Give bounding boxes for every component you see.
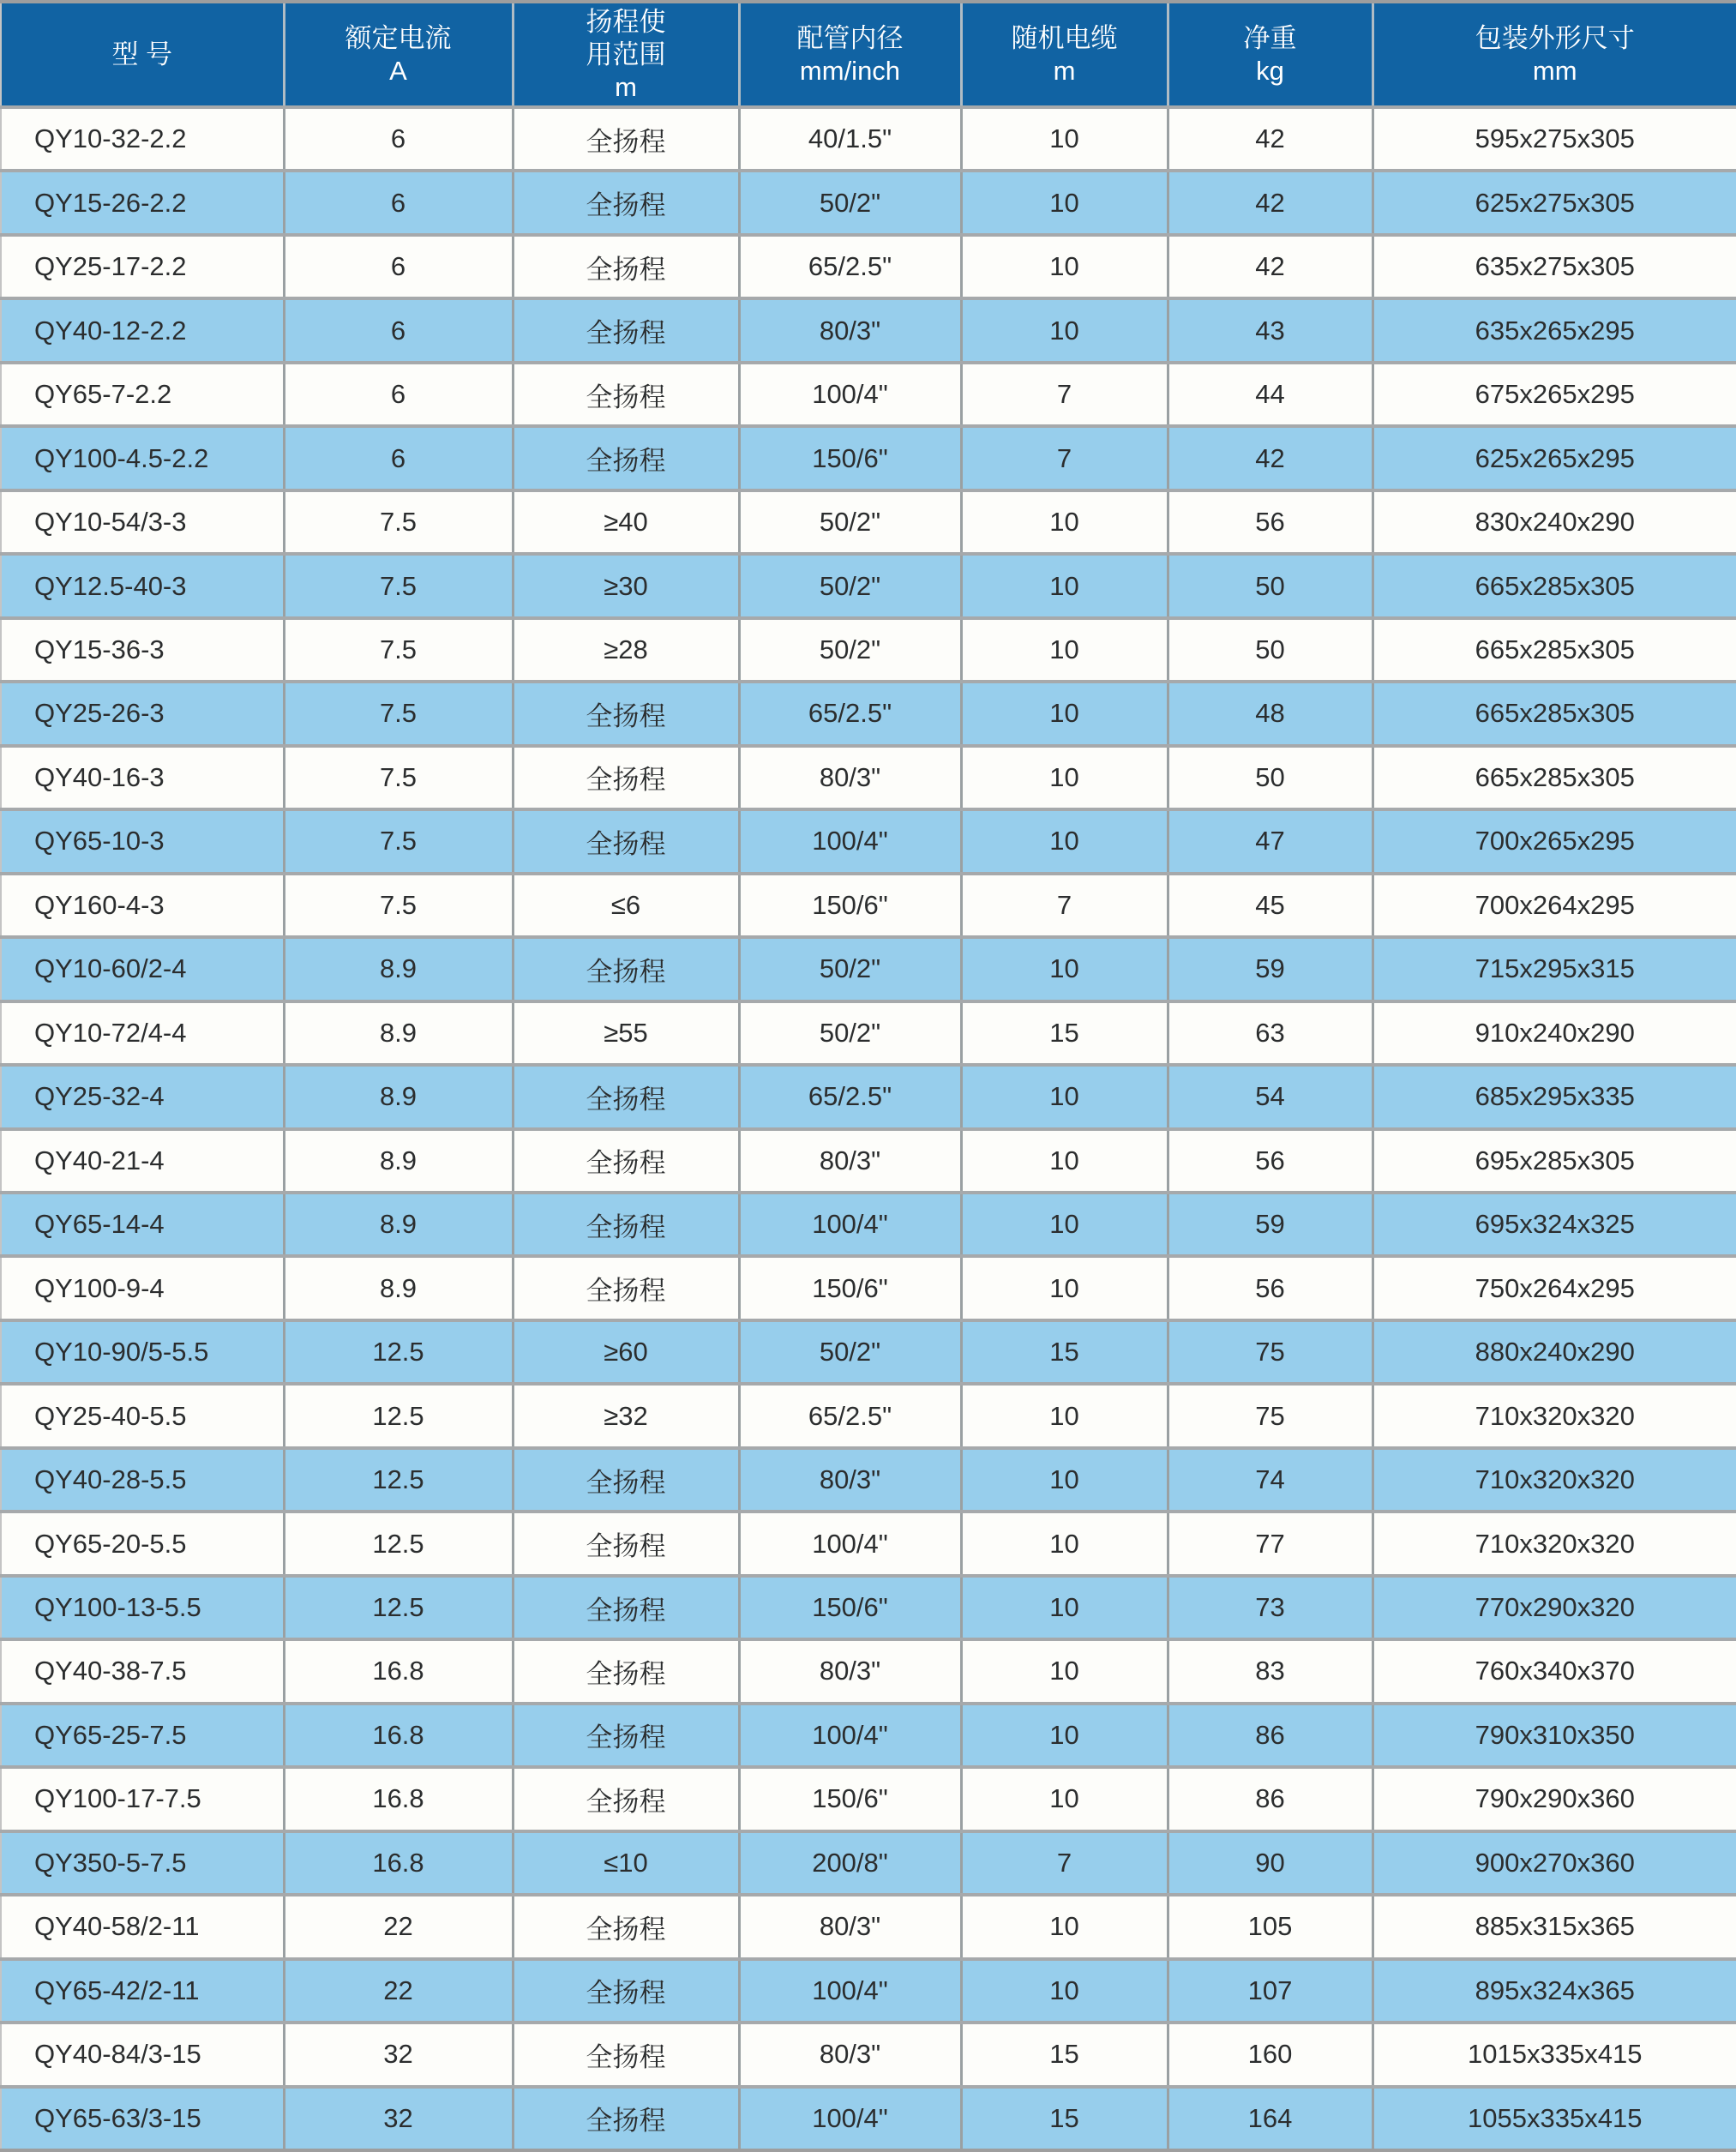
cell-pipe-diameter: 50/2" (739, 937, 961, 1001)
cell-model: QY25-32-4 (1, 1065, 284, 1128)
cell-cable-length: 10 (961, 682, 1168, 745)
cell-cable-length: 10 (961, 1512, 1168, 1575)
cell-pipe-diameter: 65/2.5" (739, 235, 961, 298)
cell-net-weight: 43 (1168, 298, 1373, 362)
cell-package-size: 830x240x290 (1373, 490, 1736, 554)
table-row (1, 1831, 1736, 1895)
cell-model: QY10-72/4-4 (1, 1001, 284, 1065)
cell-net-weight: 42 (1168, 107, 1373, 171)
cell-rated-current: 16.8 (284, 1639, 513, 1703)
cell-head-range: 全扬程 (513, 746, 739, 809)
cell-package-size: 790x310x350 (1373, 1704, 1736, 1767)
header-row (1, 2, 1736, 107)
cell-package-size: 710x320x320 (1373, 1384, 1736, 1447)
cell-rated-current: 8.9 (284, 1129, 513, 1193)
cell-head-range: 全扬程 (513, 809, 739, 873)
cell-cable-length: 10 (961, 1767, 1168, 1830)
cell-model: QY15-26-2.2 (1, 171, 284, 234)
cell-pipe-diameter: 65/2.5" (739, 1384, 961, 1447)
cell-model: QY25-26-3 (1, 682, 284, 745)
cell-pipe-diameter: 65/2.5" (739, 682, 961, 745)
cell-pipe-diameter: 150/6" (739, 1256, 961, 1319)
cell-model: QY100-13-5.5 (1, 1576, 284, 1639)
cell-model: QY10-90/5-5.5 (1, 1320, 284, 1384)
cell-package-size: 665x285x305 (1373, 682, 1736, 745)
table-row (1, 1129, 1736, 1193)
cell-cable-length: 10 (961, 298, 1168, 362)
cell-net-weight: 160 (1168, 2023, 1373, 2086)
cell-rated-current: 6 (284, 171, 513, 234)
cell-cable-length: 7 (961, 363, 1168, 426)
cell-rated-current: 32 (284, 2023, 513, 2086)
cell-head-range: 全扬程 (513, 171, 739, 234)
cell-net-weight: 86 (1168, 1704, 1373, 1767)
table-row (1, 874, 1736, 937)
cell-package-size: 700x264x295 (1373, 874, 1736, 937)
cell-net-weight: 50 (1168, 554, 1373, 617)
cell-cable-length: 15 (961, 1320, 1168, 1384)
cell-pipe-diameter: 40/1.5" (739, 107, 961, 171)
cell-model: QY12.5-40-3 (1, 554, 284, 617)
cell-rated-current: 6 (284, 363, 513, 426)
column-header-net-weight: 净重 kg (1168, 2, 1373, 107)
cell-pipe-diameter: 100/4" (739, 809, 961, 873)
cell-package-size: 625x275x305 (1373, 171, 1736, 234)
cell-head-range: ≤6 (513, 874, 739, 937)
cell-cable-length: 10 (961, 746, 1168, 809)
table-row (1, 1065, 1736, 1128)
cell-net-weight: 42 (1168, 171, 1373, 234)
cell-pipe-diameter: 50/2" (739, 1001, 961, 1065)
cell-pipe-diameter: 150/6" (739, 426, 961, 490)
cell-head-range: ≥32 (513, 1384, 739, 1447)
cell-package-size: 750x264x295 (1373, 1256, 1736, 1319)
cell-rated-current: 8.9 (284, 1193, 513, 1256)
table-row (1, 298, 1736, 362)
cell-rated-current: 16.8 (284, 1831, 513, 1895)
cell-net-weight: 107 (1168, 1959, 1373, 2023)
cell-net-weight: 74 (1168, 1448, 1373, 1512)
cell-net-weight: 56 (1168, 490, 1373, 554)
cell-model: QY40-12-2.2 (1, 298, 284, 362)
cell-model: QY10-54/3-3 (1, 490, 284, 554)
cell-rated-current: 12.5 (284, 1576, 513, 1639)
cell-cable-length: 10 (961, 1384, 1168, 1447)
cell-package-size: 895x324x365 (1373, 1959, 1736, 2023)
table-row (1, 1767, 1736, 1830)
cell-pipe-diameter: 65/2.5" (739, 1065, 961, 1128)
cell-rated-current: 12.5 (284, 1320, 513, 1384)
cell-rated-current: 16.8 (284, 1704, 513, 1767)
cell-pipe-diameter: 80/3" (739, 1639, 961, 1703)
cell-head-range: 全扬程 (513, 682, 739, 745)
cell-pipe-diameter: 100/4" (739, 1704, 961, 1767)
cell-net-weight: 59 (1168, 937, 1373, 1001)
cell-model: QY160-4-3 (1, 874, 284, 937)
cell-head-range: 全扬程 (513, 1576, 739, 1639)
cell-model: QY65-25-7.5 (1, 1704, 284, 1767)
column-header-package-size: 包装外形尺寸 mm (1373, 2, 1736, 107)
cell-rated-current: 22 (284, 1895, 513, 1958)
cell-cable-length: 10 (961, 1959, 1168, 2023)
cell-head-range: ≥60 (513, 1320, 739, 1384)
cell-net-weight: 63 (1168, 1001, 1373, 1065)
cell-head-range: 全扬程 (513, 1512, 739, 1575)
column-header-rated-current: 额定电流 A (284, 2, 513, 107)
cell-cable-length: 10 (961, 107, 1168, 171)
cell-net-weight: 42 (1168, 426, 1373, 490)
table-row (1, 363, 1736, 426)
cell-model: QY100-4.5-2.2 (1, 426, 284, 490)
cell-pipe-diameter: 150/6" (739, 1767, 961, 1830)
column-header-cable-length: 随机电缆 m (961, 2, 1168, 107)
cell-package-size: 695x285x305 (1373, 1129, 1736, 1193)
cell-cable-length: 10 (961, 1576, 1168, 1639)
cell-model: QY10-32-2.2 (1, 107, 284, 171)
cell-net-weight: 90 (1168, 1831, 1373, 1895)
table-row (1, 1001, 1736, 1065)
cell-head-range: 全扬程 (513, 1895, 739, 1958)
cell-head-range: 全扬程 (513, 235, 739, 298)
cell-model: QY25-17-2.2 (1, 235, 284, 298)
cell-net-weight: 42 (1168, 235, 1373, 298)
table-row (1, 1384, 1736, 1447)
cell-pipe-diameter: 100/4" (739, 363, 961, 426)
cell-model: QY40-38-7.5 (1, 1639, 284, 1703)
cell-model: QY40-16-3 (1, 746, 284, 809)
cell-package-size: 910x240x290 (1373, 1001, 1736, 1065)
cell-pipe-diameter: 80/3" (739, 746, 961, 809)
cell-model: QY40-84/3-15 (1, 2023, 284, 2086)
cell-cable-length: 10 (961, 1895, 1168, 1958)
cell-head-range: 全扬程 (513, 363, 739, 426)
cell-rated-current: 6 (284, 426, 513, 490)
cell-package-size: 675x265x295 (1373, 363, 1736, 426)
cell-pipe-diameter: 80/3" (739, 1448, 961, 1512)
table-row (1, 1959, 1736, 2023)
cell-cable-length: 10 (961, 937, 1168, 1001)
cell-head-range: 全扬程 (513, 298, 739, 362)
cell-head-range: ≥30 (513, 554, 739, 617)
cell-pipe-diameter: 80/3" (739, 1895, 961, 1958)
table-row (1, 937, 1736, 1001)
cell-head-range: 全扬程 (513, 1129, 739, 1193)
cell-net-weight: 45 (1168, 874, 1373, 937)
cell-cable-length: 7 (961, 874, 1168, 937)
table-row (1, 235, 1736, 298)
cell-net-weight: 83 (1168, 1639, 1373, 1703)
cell-package-size: 790x290x360 (1373, 1767, 1736, 1830)
cell-package-size: 665x285x305 (1373, 554, 1736, 617)
cell-package-size: 710x320x320 (1373, 1512, 1736, 1575)
cell-head-range: ≥40 (513, 490, 739, 554)
column-header-head-range: 扬程使 用范围 m (513, 2, 739, 107)
cell-rated-current: 22 (284, 1959, 513, 2023)
cell-rated-current: 7.5 (284, 746, 513, 809)
table-row (1, 809, 1736, 873)
cell-pipe-diameter: 100/4" (739, 1512, 961, 1575)
cell-net-weight: 44 (1168, 363, 1373, 426)
cell-rated-current: 6 (284, 235, 513, 298)
cell-rated-current: 8.9 (284, 937, 513, 1001)
cell-rated-current: 6 (284, 298, 513, 362)
table-row (1, 1895, 1736, 1958)
cell-net-weight: 56 (1168, 1129, 1373, 1193)
table-row (1, 2087, 1736, 2150)
cell-rated-current: 12.5 (284, 1448, 513, 1512)
cell-cable-length: 7 (961, 426, 1168, 490)
cell-pipe-diameter: 50/2" (739, 171, 961, 234)
cell-head-range: 全扬程 (513, 2023, 739, 2086)
cell-cable-length: 10 (961, 809, 1168, 873)
cell-pipe-diameter: 100/4" (739, 1959, 961, 2023)
cell-cable-length: 10 (961, 1448, 1168, 1512)
table-row (1, 682, 1736, 745)
table-body (1, 107, 1736, 2150)
cell-rated-current: 7.5 (284, 874, 513, 937)
table-row (1, 746, 1736, 809)
cell-cable-length: 10 (961, 1704, 1168, 1767)
cell-model: QY350-5-7.5 (1, 1831, 284, 1895)
cell-cable-length: 10 (961, 554, 1168, 617)
cell-head-range: 全扬程 (513, 1767, 739, 1830)
cell-net-weight: 47 (1168, 809, 1373, 873)
cell-head-range: 全扬程 (513, 2087, 739, 2150)
table-row (1, 1639, 1736, 1703)
cell-model: QY65-14-4 (1, 1193, 284, 1256)
cell-net-weight: 75 (1168, 1384, 1373, 1447)
cell-head-range: 全扬程 (513, 937, 739, 1001)
cell-package-size: 900x270x360 (1373, 1831, 1736, 1895)
cell-net-weight: 75 (1168, 1320, 1373, 1384)
cell-net-weight: 59 (1168, 1193, 1373, 1256)
cell-cable-length: 7 (961, 1831, 1168, 1895)
cell-model: QY65-63/3-15 (1, 2087, 284, 2150)
cell-cable-length: 15 (961, 2023, 1168, 2086)
cell-cable-length: 10 (961, 1639, 1168, 1703)
cell-net-weight: 48 (1168, 682, 1373, 745)
cell-package-size: 760x340x370 (1373, 1639, 1736, 1703)
cell-net-weight: 105 (1168, 1895, 1373, 1958)
table-row (1, 1256, 1736, 1319)
cell-rated-current: 8.9 (284, 1065, 513, 1128)
cell-pipe-diameter: 150/6" (739, 1576, 961, 1639)
cell-cable-length: 15 (961, 2087, 1168, 2150)
cell-cable-length: 10 (961, 1129, 1168, 1193)
cell-model: QY40-21-4 (1, 1129, 284, 1193)
cell-model: QY10-60/2-4 (1, 937, 284, 1001)
cell-model: QY100-9-4 (1, 1256, 284, 1319)
table-row (1, 171, 1736, 234)
cell-rated-current: 8.9 (284, 1001, 513, 1065)
cell-package-size: 685x295x335 (1373, 1065, 1736, 1128)
cell-net-weight: 73 (1168, 1576, 1373, 1639)
cell-head-range: ≤10 (513, 1831, 739, 1895)
cell-pipe-diameter: 200/8" (739, 1831, 961, 1895)
cell-head-range: 全扬程 (513, 1959, 739, 2023)
table-row (1, 1193, 1736, 1256)
cell-package-size: 880x240x290 (1373, 1320, 1736, 1384)
table-row (1, 490, 1736, 554)
cell-net-weight: 77 (1168, 1512, 1373, 1575)
cell-cable-length: 15 (961, 1001, 1168, 1065)
cell-cable-length: 10 (961, 490, 1168, 554)
cell-model: QY100-17-7.5 (1, 1767, 284, 1830)
cell-rated-current: 7.5 (284, 809, 513, 873)
cell-pipe-diameter: 50/2" (739, 1320, 961, 1384)
cell-net-weight: 50 (1168, 746, 1373, 809)
cell-net-weight: 56 (1168, 1256, 1373, 1319)
cell-pipe-diameter: 80/3" (739, 2023, 961, 2086)
cell-package-size: 770x290x320 (1373, 1576, 1736, 1639)
cell-net-weight: 164 (1168, 2087, 1373, 2150)
table-row (1, 618, 1736, 682)
cell-pipe-diameter: 80/3" (739, 1129, 961, 1193)
cell-cable-length: 10 (961, 618, 1168, 682)
table-row (1, 1704, 1736, 1767)
cell-rated-current: 7.5 (284, 490, 513, 554)
cell-rated-current: 12.5 (284, 1512, 513, 1575)
cell-cable-length: 10 (961, 1065, 1168, 1128)
table-row (1, 554, 1736, 617)
table-row (1, 1512, 1736, 1575)
cell-model: QY15-36-3 (1, 618, 284, 682)
cell-package-size: 595x275x305 (1373, 107, 1736, 171)
cell-head-range: 全扬程 (513, 1639, 739, 1703)
cell-head-range: ≥28 (513, 618, 739, 682)
cell-package-size: 715x295x315 (1373, 937, 1736, 1001)
cell-pipe-diameter: 100/4" (739, 2087, 961, 2150)
cell-net-weight: 50 (1168, 618, 1373, 682)
cell-head-range: 全扬程 (513, 1193, 739, 1256)
table-row (1, 107, 1736, 171)
column-header-pipe-diameter: 配管内径 mm/inch (739, 2, 961, 107)
cell-package-size: 635x265x295 (1373, 298, 1736, 362)
cell-model: QY65-20-5.5 (1, 1512, 284, 1575)
cell-package-size: 635x275x305 (1373, 235, 1736, 298)
cell-net-weight: 86 (1168, 1767, 1373, 1830)
cell-package-size: 625x265x295 (1373, 426, 1736, 490)
cell-package-size: 885x315x365 (1373, 1895, 1736, 1958)
cell-model: QY25-40-5.5 (1, 1384, 284, 1447)
cell-head-range: 全扬程 (513, 1065, 739, 1128)
cell-pipe-diameter: 80/3" (739, 298, 961, 362)
cell-pipe-diameter: 150/6" (739, 874, 961, 937)
table-header (1, 2, 1736, 107)
cell-package-size: 700x265x295 (1373, 809, 1736, 873)
cell-pipe-diameter: 50/2" (739, 490, 961, 554)
table-row (1, 2023, 1736, 2086)
cell-head-range: 全扬程 (513, 1704, 739, 1767)
cell-rated-current: 16.8 (284, 1767, 513, 1830)
cell-rated-current: 8.9 (284, 1256, 513, 1319)
cell-model: QY40-58/2-11 (1, 1895, 284, 1958)
cell-cable-length: 10 (961, 1193, 1168, 1256)
table-row (1, 426, 1736, 490)
cell-model: QY40-28-5.5 (1, 1448, 284, 1512)
cell-head-range: ≥55 (513, 1001, 739, 1065)
table-row (1, 1576, 1736, 1639)
cell-head-range: 全扬程 (513, 107, 739, 171)
cell-rated-current: 7.5 (284, 618, 513, 682)
cell-package-size: 665x285x305 (1373, 618, 1736, 682)
cell-rated-current: 7.5 (284, 554, 513, 617)
cell-cable-length: 10 (961, 1256, 1168, 1319)
cell-rated-current: 6 (284, 107, 513, 171)
cell-package-size: 665x285x305 (1373, 746, 1736, 809)
cell-rated-current: 7.5 (284, 682, 513, 745)
cell-model: QY65-10-3 (1, 809, 284, 873)
cell-model: QY65-7-2.2 (1, 363, 284, 426)
cell-cable-length: 10 (961, 171, 1168, 234)
cell-package-size: 1055x335x415 (1373, 2087, 1736, 2150)
cell-package-size: 695x324x325 (1373, 1193, 1736, 1256)
cell-model: QY65-42/2-11 (1, 1959, 284, 2023)
cell-head-range: 全扬程 (513, 426, 739, 490)
cell-cable-length: 10 (961, 235, 1168, 298)
cell-package-size: 710x320x320 (1373, 1448, 1736, 1512)
cell-pipe-diameter: 50/2" (739, 554, 961, 617)
cell-rated-current: 12.5 (284, 1384, 513, 1447)
column-header-model: 型 号 (1, 2, 284, 107)
cell-pipe-diameter: 50/2" (739, 618, 961, 682)
cell-head-range: 全扬程 (513, 1256, 739, 1319)
cell-rated-current: 32 (284, 2087, 513, 2150)
cell-pipe-diameter: 100/4" (739, 1193, 961, 1256)
cell-net-weight: 54 (1168, 1065, 1373, 1128)
cell-package-size: 1015x335x415 (1373, 2023, 1736, 2086)
table-row (1, 1448, 1736, 1512)
table-row (1, 1320, 1736, 1384)
cell-head-range: 全扬程 (513, 1448, 739, 1512)
